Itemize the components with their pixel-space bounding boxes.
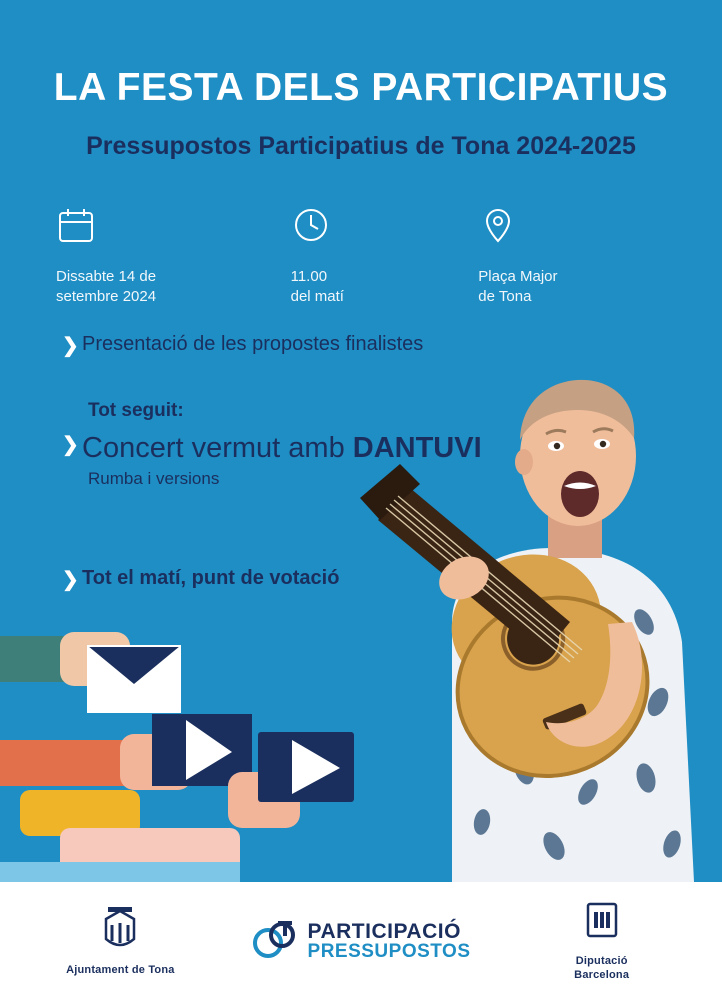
tot-seguit-label: Tot seguit:	[88, 400, 184, 421]
ajuntament-de-tona-label: Ajuntament de Tona	[66, 963, 175, 976]
footer-logos	[0, 882, 722, 1000]
event-info-row	[56, 205, 666, 308]
program-item-presentation	[62, 333, 682, 356]
diputacio-crest-icon	[584, 900, 620, 944]
page-subtitle: Pressupostos Participatius de Tona 2024-2025	[86, 132, 636, 160]
chevron-right-icon: ❯	[62, 335, 79, 357]
chevron-right-icon: ❯	[62, 434, 79, 456]
event-location-line2: de Tona	[478, 288, 532, 306]
event-time-line1: 11.00	[290, 268, 328, 285]
event-date-line2: setembre 2024	[56, 288, 157, 306]
event-time-line2: del matí	[290, 288, 344, 306]
diputacio-label-line1: Diputació	[575, 954, 628, 967]
concert-label: Concert vermut amb	[82, 432, 353, 464]
page-title: LA FESTA DELS PARTICIPATIUS	[53, 66, 669, 109]
event-time-block	[291, 205, 479, 308]
diputacio-label-line2: Barcelona	[574, 968, 630, 981]
tona-crest-icon	[98, 905, 142, 953]
diputacio-barcelona-logo	[481, 900, 722, 983]
concert-band-name: DANTUVI	[352, 432, 482, 464]
event-date-block	[56, 205, 291, 308]
program-item-presentation-label: Presentació de les propostes finalistes	[82, 333, 424, 355]
location-pin-icon	[478, 205, 518, 245]
event-location-block	[478, 205, 666, 308]
program-list	[62, 333, 682, 594]
chevron-right-icon: ❯	[62, 569, 79, 591]
participacio-mark-icon	[252, 919, 300, 963]
hands-ballots-illustration	[0, 622, 430, 882]
event-location-line1: Plaça Major	[478, 268, 558, 285]
clock-icon	[291, 205, 331, 245]
participacio-pressupostos-logo	[241, 919, 482, 963]
calendar-icon	[56, 205, 96, 245]
pressupostos-word: PRESSUPOSTOS	[307, 941, 471, 962]
program-item-voting-label: Tot el matí, punt de votació	[82, 567, 340, 589]
concert-style-label: Rumba i versions	[88, 469, 220, 488]
participacio-word: PARTICIPACIÓ	[307, 920, 461, 943]
program-item-concert	[62, 432, 682, 465]
program-item-voting	[62, 567, 682, 590]
event-date-line1: Dissabte 14 de	[56, 268, 157, 285]
ajuntament-de-tona-logo	[0, 905, 241, 978]
